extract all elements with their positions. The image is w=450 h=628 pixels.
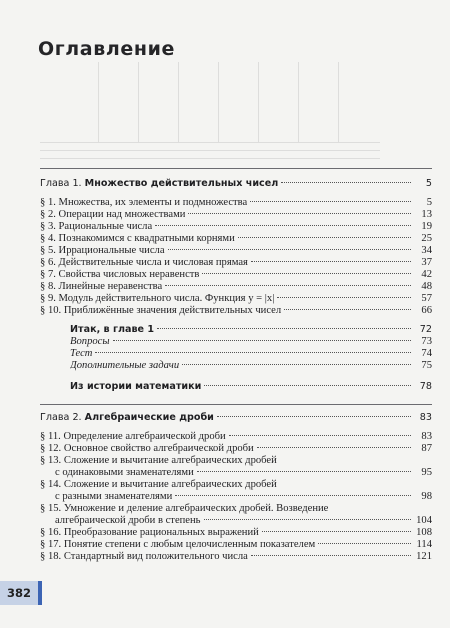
toc-section-17[interactable]: § 17. Понятие степени с любым целочисленным показателем 114	[40, 539, 432, 550]
toc-page-number: 121	[416, 551, 432, 562]
toc-page-number: 57	[421, 293, 432, 304]
top-separator	[40, 168, 432, 169]
toc-page-number: 108	[416, 527, 432, 538]
toc-section-3[interactable]: § 3. Рациональные числа 19	[40, 221, 432, 232]
toc-section-18[interactable]: § 18. Стандартный вид положительного числа 121	[40, 551, 432, 562]
toc-test[interactable]: Тест 74	[70, 348, 432, 359]
toc-section-2[interactable]: § 2. Операции над множествами 13	[40, 209, 432, 220]
toc-page-number: 48	[421, 281, 432, 292]
page-number-accent-bar	[38, 581, 42, 605]
toc-page-number: 5	[426, 197, 432, 208]
toc-section-8[interactable]: § 8. Линейные неравенства 48	[40, 281, 432, 292]
toc-questions[interactable]: Вопросы 73	[70, 336, 432, 347]
toc-summary[interactable]: Итак, в главе 1 72	[70, 324, 432, 335]
toc-section-4[interactable]: § 4. Познакомимся с квадратными корнями 25	[40, 233, 432, 244]
toc-page-number: 5	[425, 178, 432, 189]
toc-page-number: 66	[421, 305, 432, 316]
toc-page-number: 114	[416, 539, 432, 550]
toc-page-number: 104	[416, 515, 432, 526]
page-title: Оглавление	[38, 38, 175, 60]
toc-section-9[interactable]: § 9. Модуль действительного числа. Функция y = |x| 57	[40, 293, 432, 304]
toc-page-number: 74	[421, 348, 432, 359]
toc-page-number: 37	[421, 257, 432, 268]
toc-page-number: 73	[421, 336, 432, 347]
toc-page-number: 19	[421, 221, 432, 232]
toc-section-6[interactable]: § 6. Действительные числа и числовая прямая 37	[40, 257, 432, 268]
toc-page-number: 95	[421, 467, 432, 478]
toc-page-number: 42	[421, 269, 432, 280]
toc-page-number: 34	[421, 245, 432, 256]
toc-page-number: 72	[419, 324, 432, 335]
toc-section-14[interactable]: § 14. Сложение и вычитание алгебраических дробей с разными знаменателями 98	[40, 479, 432, 502]
chapter-separator	[40, 404, 432, 405]
toc-page-number: 75	[421, 360, 432, 371]
toc-page-number: 25	[421, 233, 432, 244]
show-through-table	[58, 62, 378, 142]
toc-section-7[interactable]: § 7. Свойства числовых неравенств 42	[40, 269, 432, 280]
toc-chapter-2[interactable]: Глава 2. Алгебраические дроби 83	[40, 412, 432, 423]
toc-page-number: 83	[419, 412, 432, 423]
show-through-lines	[40, 142, 380, 166]
toc-page-number: 98	[421, 491, 432, 502]
toc-section-13[interactable]: § 13. Сложение и вычитание алгебраических дробей с одинаковыми знаменателями 95	[40, 455, 432, 478]
toc-page-number: 87	[421, 443, 432, 454]
toc-section-1[interactable]: § 1. Множества, их элементы и подмножества 5	[40, 197, 432, 208]
toc-section-5[interactable]: § 5. Иррациональные числа 34	[40, 245, 432, 256]
toc-history[interactable]: Из истории математики 78	[70, 381, 432, 392]
toc-extra-tasks[interactable]: Дополнительные задачи 75	[70, 360, 432, 371]
toc-page-number: 78	[419, 381, 432, 392]
toc-section-16[interactable]: § 16. Преобразование рациональных выражений 108	[40, 527, 432, 538]
toc-section-11[interactable]: § 11. Определение алгебраической дроби 83	[40, 431, 432, 442]
toc-chapter-1[interactable]: Глава 1. Множество действительных чисел 5	[40, 178, 432, 189]
toc-section-10[interactable]: § 10. Приближённые значения действительных чисел 66	[40, 305, 432, 316]
toc-page-number: 13	[421, 209, 432, 220]
toc-section-15[interactable]: § 15. Умножение и деление алгебраических дробей. Возведение алгебраической дроби в степень 104	[40, 503, 432, 526]
page-number-badge: 382	[0, 581, 38, 605]
toc-page-number: 83	[421, 431, 432, 442]
toc-section-12[interactable]: § 12. Основное свойство алгебраической дроби 87	[40, 443, 432, 454]
